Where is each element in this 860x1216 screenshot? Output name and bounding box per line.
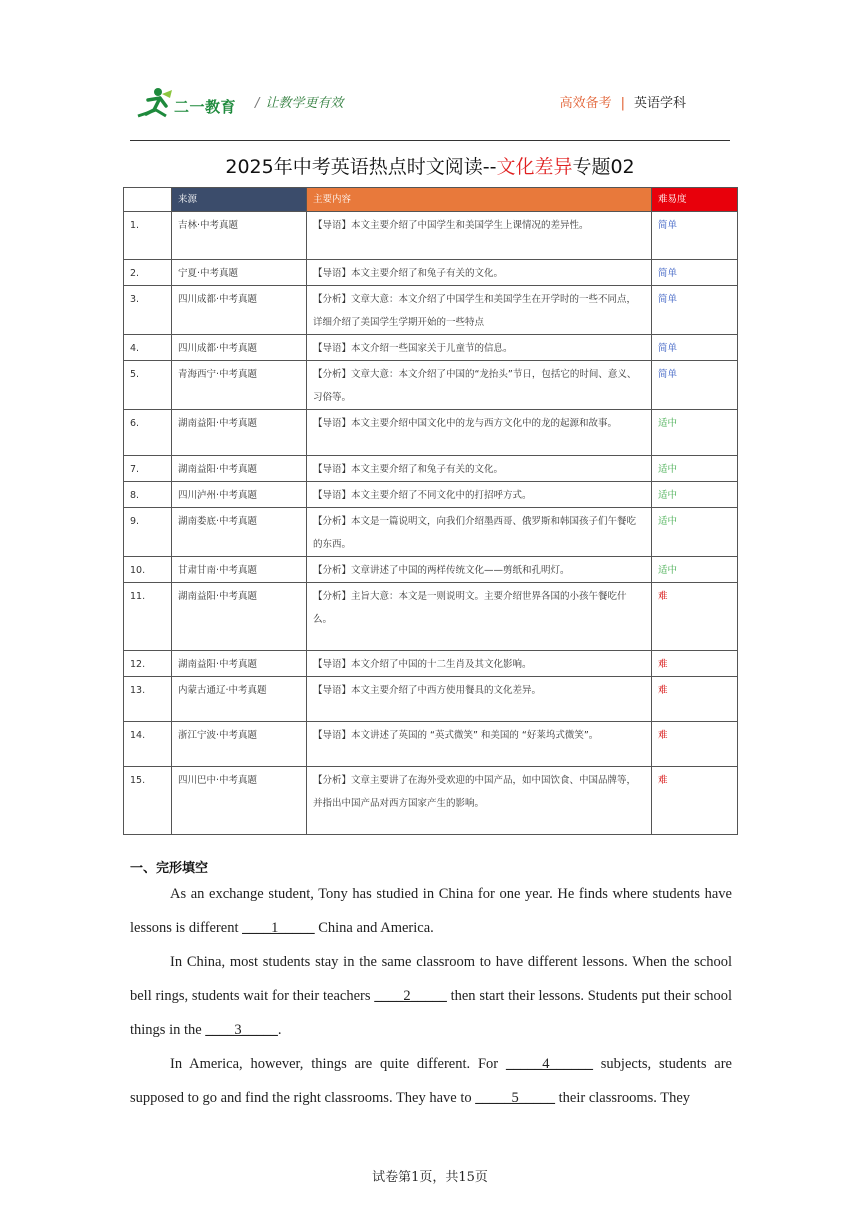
row-source: 甘肃甘南·中考真题 <box>172 557 307 583</box>
row-level: 简单 <box>652 212 738 260</box>
page-footer: 试卷第1页，共15页 <box>372 1170 488 1185</box>
row-source: 湖南益阳·中考真题 <box>172 410 307 456</box>
title-prefix: 2025年中考英语热点时文阅读-- <box>225 156 497 178</box>
row-level: 适中 <box>652 482 738 508</box>
row-level: 适中 <box>652 557 738 583</box>
header-level: 难易度 <box>652 188 738 212</box>
logo <box>136 86 256 122</box>
cloze-passage <box>130 877 732 1115</box>
logo-text: 二一教育 <box>174 98 237 116</box>
row-number: 1. <box>124 212 172 260</box>
header-source: 来源 <box>172 188 307 212</box>
row-content: 【导语】本文主要介绍中国文化中的龙与西方文化中的龙的起源和故事。 <box>307 410 652 456</box>
row-source: 四川成都·中考真题 <box>172 286 307 335</box>
blank-5: _____5_____ <box>475 1090 556 1106</box>
row-content: 【导语】本文介绍了中国的十二生肖及其文化影响。 <box>307 651 652 677</box>
row-number: 11. <box>124 583 172 651</box>
row-content: 【分析】文章大意：本文介绍了中国的“龙抬头”节日，包括它的时间、意义、习俗等。 <box>307 361 652 410</box>
row-number: 12. <box>124 651 172 677</box>
row-content: 【导语】本文主要介绍了和兔子有关的文化。 <box>307 456 652 482</box>
row-level: 简单 <box>652 361 738 410</box>
row-level: 适中 <box>652 508 738 557</box>
row-level: 简单 <box>652 335 738 361</box>
table-header-row <box>124 188 738 212</box>
row-content: 【导语】本文主要介绍了中国学生和美国学生上课情况的差异性。 <box>307 212 652 260</box>
row-content: 【导语】本文介绍一些国家关于儿童节的信息。 <box>307 335 652 361</box>
tag-subject: 英语学科 <box>633 96 686 111</box>
row-content: 【导语】本文主要介绍了不同文化中的打招呼方式。 <box>307 482 652 508</box>
row-level: 适中 <box>652 456 738 482</box>
table-row <box>124 482 738 508</box>
tag-exam-prep: 高效备考 <box>559 96 612 111</box>
row-content: 【分析】主旨大意：本文是一则说明文。主要介绍世界各国的小孩午餐吃什么。 <box>307 583 652 651</box>
row-level: 简单 <box>652 286 738 335</box>
table-row <box>124 722 738 767</box>
paragraph-2 <box>130 945 732 1047</box>
header-tags: 高效备考 | 英语学科 <box>559 96 686 111</box>
row-level: 难 <box>652 722 738 767</box>
paragraph-3 <box>130 1047 732 1115</box>
row-number: 7. <box>124 456 172 482</box>
header-blank <box>124 188 172 212</box>
table-row <box>124 677 738 722</box>
table-row <box>124 651 738 677</box>
row-source: 浙江宁波·中考真题 <box>172 722 307 767</box>
row-content: 【分析】文章大意：本文介绍了中国学生和美国学生在开学时的一些不同点，详细介绍了美国学生学期开始的一些特点 <box>307 286 652 335</box>
row-number: 14. <box>124 722 172 767</box>
summary-table <box>123 187 738 835</box>
row-source: 四川巴中·中考真题 <box>172 767 307 835</box>
page-header <box>130 80 730 126</box>
row-content: 【分析】文章主要讲了在海外受欢迎的中国产品，如中国饮食、中国品牌等，并指出中国产品对西方国家产生的影响。 <box>307 767 652 835</box>
row-number: 3. <box>124 286 172 335</box>
row-level: 难 <box>652 583 738 651</box>
row-level: 难 <box>652 651 738 677</box>
row-source: 四川成都·中考真题 <box>172 335 307 361</box>
row-source: 四川泸州·中考真题 <box>172 482 307 508</box>
table-row <box>124 557 738 583</box>
row-source: 青海西宁·中考真题 <box>172 361 307 410</box>
passage-text: their classrooms. They <box>555 1090 691 1106</box>
passage-text: China and America. <box>314 920 434 936</box>
table-row <box>124 456 738 482</box>
header-content: 主要内容 <box>307 188 652 212</box>
row-content: 【导语】本文主要介绍了和兔子有关的文化。 <box>307 260 652 286</box>
blank-4: _____4______ <box>505 1056 593 1072</box>
row-number: 10. <box>124 557 172 583</box>
row-content: 【导语】本文讲述了英国的 “英式微笑” 和美国的 “好莱坞式微笑”。 <box>307 722 652 767</box>
row-number: 15. <box>124 767 172 835</box>
passage-text: then start their lessons. Students put their school things in the <box>130 988 732 1038</box>
row-number: 2. <box>124 260 172 286</box>
title-suffix: 专题02 <box>572 156 635 178</box>
table-row <box>124 583 738 651</box>
header-divider <box>130 140 730 141</box>
row-source: 湖南益阳·中考真题 <box>172 583 307 651</box>
title-highlight: 文化差异 <box>496 156 573 178</box>
table-row <box>124 286 738 335</box>
blank-1: ____1_____ <box>242 920 315 936</box>
row-source: 湖南益阳·中考真题 <box>172 456 307 482</box>
table-row <box>124 260 738 286</box>
paragraph-1 <box>130 877 732 945</box>
passage-text: In America, however, things are quite different. For <box>170 1056 506 1072</box>
section-heading: 一、完形填空 <box>130 861 209 876</box>
row-content: 【分析】本文是一篇说明文，向我们介绍墨西哥、俄罗斯和韩国孩子们午餐吃的东西。 <box>307 508 652 557</box>
row-number: 4. <box>124 335 172 361</box>
table-row <box>124 767 738 835</box>
blank-3: ____3_____ <box>205 1022 278 1038</box>
table-row <box>124 335 738 361</box>
row-level: 难 <box>652 767 738 835</box>
row-number: 5. <box>124 361 172 410</box>
table-row <box>124 361 738 410</box>
table-row <box>124 410 738 456</box>
row-source: 湖南益阳·中考真题 <box>172 651 307 677</box>
slogan: / 让教学更有效 <box>255 96 344 111</box>
row-level: 难 <box>652 677 738 722</box>
row-level: 简单 <box>652 260 738 286</box>
row-number: 13. <box>124 677 172 722</box>
row-content: 【导语】本文主要介绍了中西方使用餐具的文化差异。 <box>307 677 652 722</box>
row-content: 【分析】文章讲述了中国的两样传统文化——剪纸和孔明灯。 <box>307 557 652 583</box>
passage-text: In China, most students stay in the same classroom to have different lessons. When the school bell rings, students wait for their teachers <box>130 954 732 1004</box>
passage-text: As an exchange student, Tony has studied in China for one year. He finds where students have lessons is different <box>130 886 732 936</box>
document-title <box>0 152 860 179</box>
row-source: 吉林·中考真题 <box>172 212 307 260</box>
row-source: 内蒙古通辽·中考真题 <box>172 677 307 722</box>
row-source: 湖南娄底·中考真题 <box>172 508 307 557</box>
row-number: 8. <box>124 482 172 508</box>
passage-text: . <box>277 1022 282 1038</box>
row-number: 9. <box>124 508 172 557</box>
row-level: 适中 <box>652 410 738 456</box>
blank-2: ____2_____ <box>374 988 447 1004</box>
passage-text: subjects, students are supposed to go and find the right classrooms. They have to <box>130 1056 732 1106</box>
slogan-text: 让教学更有效 <box>265 96 344 111</box>
row-source: 宁夏·中考真题 <box>172 260 307 286</box>
table-row <box>124 212 738 260</box>
row-number: 6. <box>124 410 172 456</box>
table-row <box>124 508 738 557</box>
